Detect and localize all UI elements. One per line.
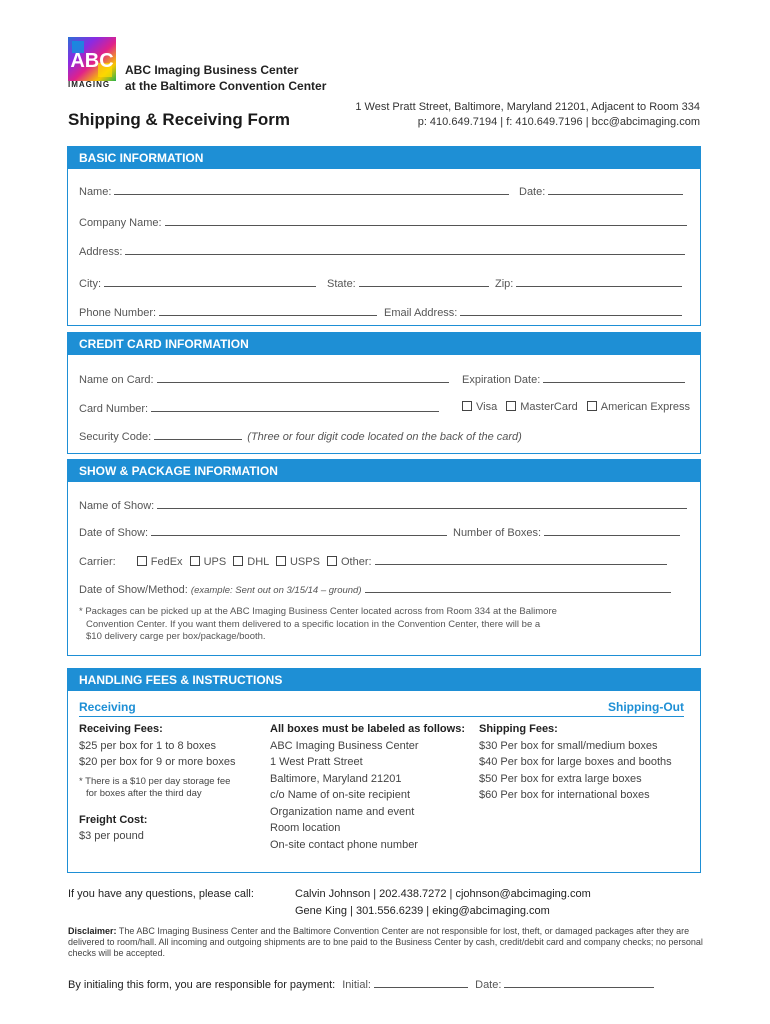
shipping-fee: $60 Per box for international boxes <box>479 789 650 801</box>
section-header: BASIC INFORMATION <box>68 147 700 169</box>
date-of-show-field[interactable] <box>79 525 447 539</box>
disclaimer <box>68 926 708 959</box>
address-label: Address: <box>79 246 123 258</box>
initial-label: Initial: <box>342 979 371 991</box>
freight-value: $3 per pound <box>79 830 144 842</box>
security-label: Security Code: <box>79 431 152 443</box>
storage-note <box>79 776 259 800</box>
checkbox-icon <box>276 556 286 566</box>
note-line: * There is a $10 per day storage fee <box>79 775 231 787</box>
label-instructions-column <box>270 721 470 853</box>
checkbox-icon <box>233 556 243 566</box>
org-location: at the Baltimore Convention Center <box>125 79 327 93</box>
receiving-column <box>79 721 259 845</box>
freight-label: Freight Cost: <box>79 813 148 826</box>
visa-label: Visa <box>476 401 498 413</box>
other-checkbox[interactable] <box>327 556 372 568</box>
checkbox-icon <box>327 556 337 566</box>
payment-statement: By initialing this form, you are responsible for payment: <box>68 979 336 991</box>
expiration-label: Expiration Date: <box>462 374 541 386</box>
note-line: Convention Center. If you want them delivered to a specific location in the Convention Center, there will be a <box>86 618 541 630</box>
shipping-out-title: Shipping-Out <box>608 700 684 714</box>
name-field[interactable] <box>79 184 509 198</box>
address-line: 1 West Pratt Street, Baltimore, Maryland 21201, Adjacent to Room 334 <box>355 101 700 113</box>
ups-label: UPS <box>203 556 227 568</box>
contact-gene: Gene King | 301.556.6239 | eking@abcimaging.com <box>295 905 550 917</box>
disclaimer-label: Disclaimer: <box>68 926 117 936</box>
label-line: 1 West Pratt Street <box>270 756 363 768</box>
security-note: (Three or four digit code located on the back of the card) <box>247 431 522 443</box>
fedex-label: FedEx <box>150 556 183 568</box>
carrier-field <box>79 554 667 568</box>
security-code-field[interactable] <box>79 429 522 443</box>
column-divider <box>79 716 684 717</box>
ups-checkbox[interactable] <box>190 556 227 568</box>
logo-wordmark: IMAGING <box>68 80 111 89</box>
company-name-field[interactable] <box>79 215 687 229</box>
credit-card-section <box>67 332 701 454</box>
note-line: for boxes after the third day <box>86 787 202 799</box>
mastercard-checkbox[interactable] <box>506 401 577 413</box>
method-example: (example: Sent out on 3/15/14 – ground) <box>190 585 362 596</box>
checkbox-icon <box>190 556 200 566</box>
shipping-fees-label: Shipping Fees: <box>479 723 558 735</box>
date-of-show-label: Date of Show: <box>79 527 149 539</box>
note-line: * Packages can be picked up at the ABC Imaging Business Center located across from Room 334 at the Balimore <box>79 606 557 617</box>
amex-checkbox[interactable] <box>587 401 690 413</box>
city-field[interactable] <box>79 276 316 290</box>
date-field[interactable] <box>519 184 683 198</box>
zip-label: Zip: <box>495 278 514 290</box>
label-line: Organization name and event <box>270 805 415 818</box>
svg-text:ABC: ABC <box>70 50 114 72</box>
card-number-field[interactable] <box>79 401 439 415</box>
other-label: Other: <box>340 556 372 568</box>
payment-row <box>68 977 654 991</box>
label-line: On-site contact phone number <box>270 838 418 851</box>
phone-label: Phone Number: <box>79 307 157 319</box>
usps-checkbox[interactable] <box>276 556 320 568</box>
dhl-label: DHL <box>247 556 269 568</box>
section-header: SHOW & PACKAGE INFORMATION <box>68 460 700 482</box>
section-header: HANDLING FEES & INSTRUCTIONS <box>68 669 700 691</box>
usps-label: USPS <box>289 556 320 568</box>
mastercard-label: MasterCard <box>520 401 578 413</box>
company-label: Company Name: <box>79 217 162 229</box>
contact-calvin: Calvin Johnson | 202.438.7272 | cjohnson@abcimaging.com <box>295 888 591 900</box>
receiving-fee: $20 per box for 9 or more boxes <box>79 756 236 768</box>
receiving-fees-label: Receiving Fees: <box>79 723 163 735</box>
shipping-fee: $30 Per box for small/medium boxes <box>479 739 658 752</box>
date-label: Date: <box>519 186 546 198</box>
email-field[interactable] <box>384 305 682 319</box>
initial-field[interactable] <box>342 979 471 991</box>
label-line: Baltimore, Maryland 21201 <box>270 772 402 785</box>
visa-checkbox[interactable] <box>462 401 497 413</box>
shipping-fee: $40 Per box for large boxes and booths <box>479 756 672 768</box>
method-label: Date of Show/Method: <box>79 584 188 596</box>
label-heading: All boxes must be labeled as follows: <box>270 723 465 735</box>
contact-line: p: 410.649.7194 | f: 410.649.7196 | bcc@abcimaging.com <box>417 116 700 128</box>
disclaimer-text: The ABC Imaging Business Center and the Baltimore Convention Center are not responsible for lost, theft, or damaged packages after they are delivered to room/hall. All incoming and outgoing shipments are to bne paid to the Business Center by cash, credit/debit card and company checks; no personal checks will be accepted. <box>68 926 703 958</box>
number-of-boxes-field[interactable] <box>453 525 680 539</box>
address-field[interactable] <box>79 244 685 258</box>
note-line: $10 delivery carge per box/package/booth. <box>86 631 266 642</box>
number-of-boxes-label: Number of Boxes: <box>453 527 542 539</box>
abc-imaging-logo <box>68 37 116 85</box>
name-on-card-field[interactable] <box>79 372 449 386</box>
other-carrier-input[interactable] <box>375 554 667 565</box>
checkbox-icon <box>587 401 597 411</box>
card-type-options <box>462 401 690 413</box>
show-package-section <box>67 459 701 656</box>
handling-fees-section <box>67 668 701 873</box>
shipping-out-column <box>479 721 689 804</box>
checkbox-icon <box>506 401 516 411</box>
card-number-label: Card Number: <box>79 403 149 415</box>
label-line: c/o Name of on-site recipient <box>270 789 411 801</box>
basic-information-section <box>67 146 701 326</box>
label-line: Room location <box>270 822 341 834</box>
page-title: Shipping & Receiving Form <box>68 110 290 129</box>
method-field[interactable] <box>79 582 671 596</box>
section-header: CREDIT CARD INFORMATION <box>68 333 700 355</box>
dhl-checkbox[interactable] <box>233 556 269 568</box>
org-name: ABC Imaging Business Center <box>125 63 299 77</box>
phone-field[interactable] <box>79 305 377 319</box>
label-line: ABC Imaging Business Center <box>270 739 419 752</box>
zip-field[interactable] <box>495 276 682 290</box>
payment-date-label: Date: <box>475 979 502 991</box>
fedex-checkbox[interactable] <box>137 556 183 568</box>
shipping-fee: $50 Per box for extra large boxes <box>479 772 642 785</box>
carrier-label: Carrier: <box>79 556 116 568</box>
expiration-field[interactable] <box>462 372 685 386</box>
questions-label: If you have any questions, please call: <box>68 888 254 900</box>
email-label: Email Address: <box>384 307 458 319</box>
delivery-note <box>79 606 557 644</box>
amex-label: American Express <box>600 401 691 413</box>
state-label: State: <box>327 278 356 290</box>
checkbox-icon <box>462 401 472 411</box>
state-field[interactable] <box>327 276 489 290</box>
city-label: City: <box>79 278 101 290</box>
receiving-title: Receiving <box>79 700 136 714</box>
checkbox-icon <box>137 556 147 566</box>
name-label: Name: <box>79 186 112 198</box>
payment-date-field[interactable] <box>475 979 654 991</box>
name-of-show-label: Name of Show: <box>79 500 155 512</box>
name-of-show-field[interactable] <box>79 498 687 512</box>
receiving-fee: $25 per box for 1 to 8 boxes <box>79 739 216 752</box>
name-on-card-label: Name on Card: <box>79 374 154 386</box>
